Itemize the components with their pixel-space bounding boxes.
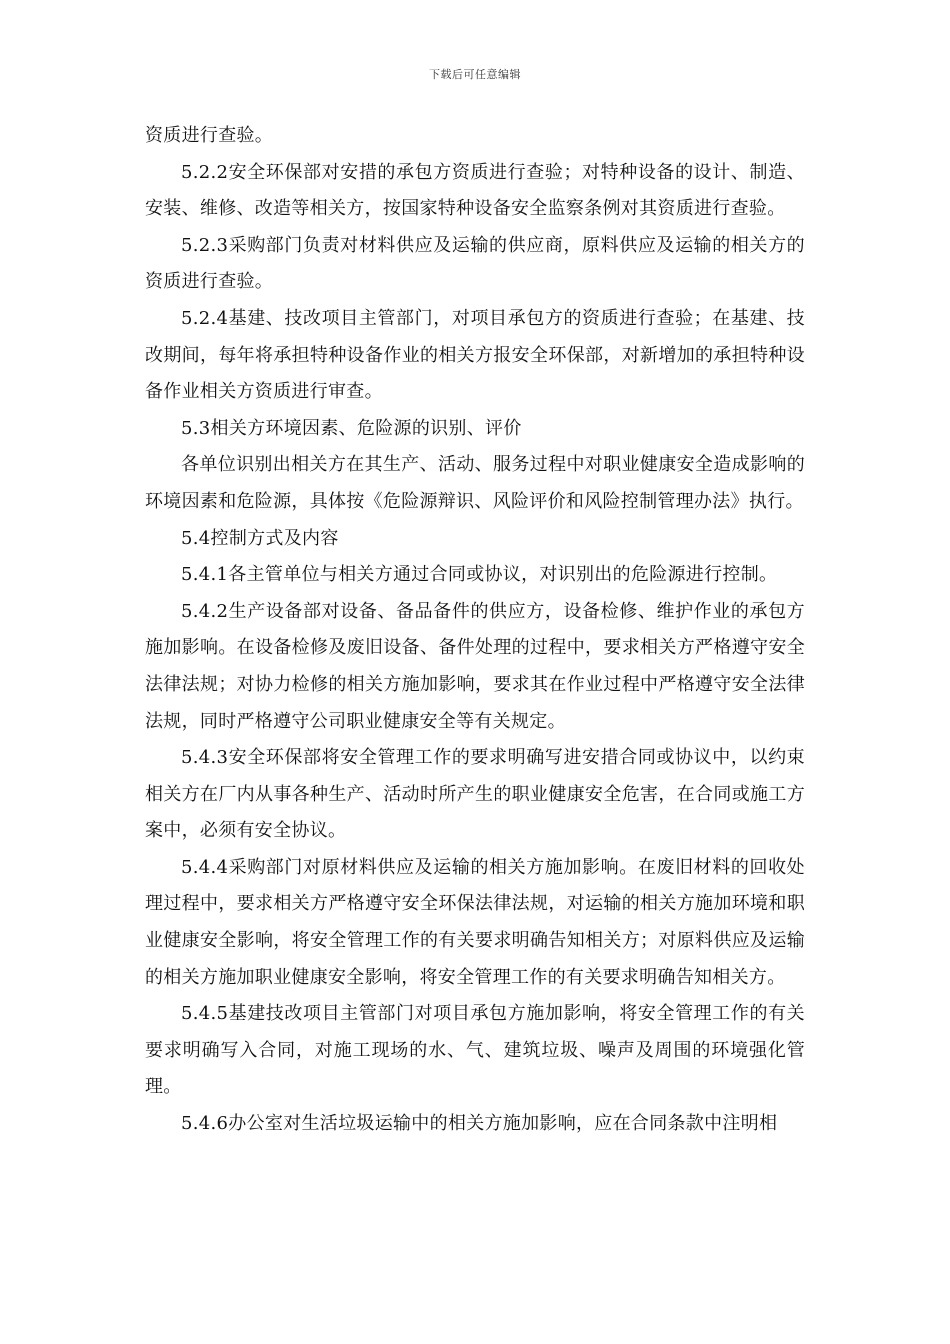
section-heading: 5.4控制方式及内容 — [181, 527, 339, 549]
paragraph: 5.2.2安全环保部对安措的承包方资质进行查验；对特种设备的设计、制造、安装、维修、改造等相关方，按国家特种设备安全监察条例对其资质进行查验。 — [145, 161, 805, 220]
paragraph: 5.4.6办公室对生活垃圾运输中的相关方施加影响，应在合同条款中注明相 — [181, 1113, 778, 1135]
paragraph: 5.4.2生产设备部对设备、备品备件的供应方，设备检修、维护作业的承包方施加影响。在设备检修及废旧设备、备件处理的过程中，要求相关方严格遵守安全法律法规；对协力检修的相关方施加影响，要求其在作业过程中严格遵守安全法律法规，同时严格遵守公司职业健康安全等有关规定。 — [145, 600, 805, 732]
paragraph: 5.4.5基建技改项目主管部门对项目承包方施加影响，将安全管理工作的有关要求明确写入合同，对施工现场的水、气、建筑垃圾、噪声及周围的环境强化管理。 — [145, 1003, 805, 1098]
paragraph: 5.2.4基建、技改项目主管部门，对项目承包方的资质进行查验；在基建、技改期间，每年将承担特种设备作业的相关方报安全环保部，对新增加的承担特种设备作业相关方资质进行审查。 — [145, 307, 805, 403]
section-heading: 5.3相关方环境因素、危险源的识别、评价 — [181, 417, 522, 439]
paragraph: 资质进行查验。 — [145, 125, 274, 146]
document-body — [145, 118, 805, 1143]
paragraph: 各单位识别出相关方在其生产、活动、服务过程中对职业健康安全造成影响的环境因素和危险源，具体按《危险源辩识、风险评价和风险控制管理办法》执行。 — [145, 454, 805, 512]
paragraph: 5.4.4采购部门对原材料供应及运输的相关方施加影响。在废旧材料的回收处理过程中，要求相关方严格遵守安全环保法律法规，对运输的相关方施加环境和职业健康安全影响，将安全管理工作的有关要求明确告知相关方；对原料供应及运输的相关方施加职业健康安全影响，将安全管理工作的有关要求明确告知相关方。 — [145, 856, 805, 988]
page-header-note: 下载后可任意编辑 — [429, 68, 521, 81]
paragraph: 5.2.3采购部门负责对材料供应及运输的供应商，原料供应及运输的相关方的资质进行查验。 — [145, 234, 805, 293]
paragraph: 5.4.3安全环保部将安全管理工作的要求明确写进安措合同或协议中，以约束相关方在厂内从事各种生产、活动时所产生的职业健康安全危害，在合同或施工方案中，必须有安全协议。 — [145, 747, 805, 842]
paragraph: 5.4.1各主管单位与相关方通过合同或协议，对识别出的危险源进行控制。 — [181, 564, 778, 586]
